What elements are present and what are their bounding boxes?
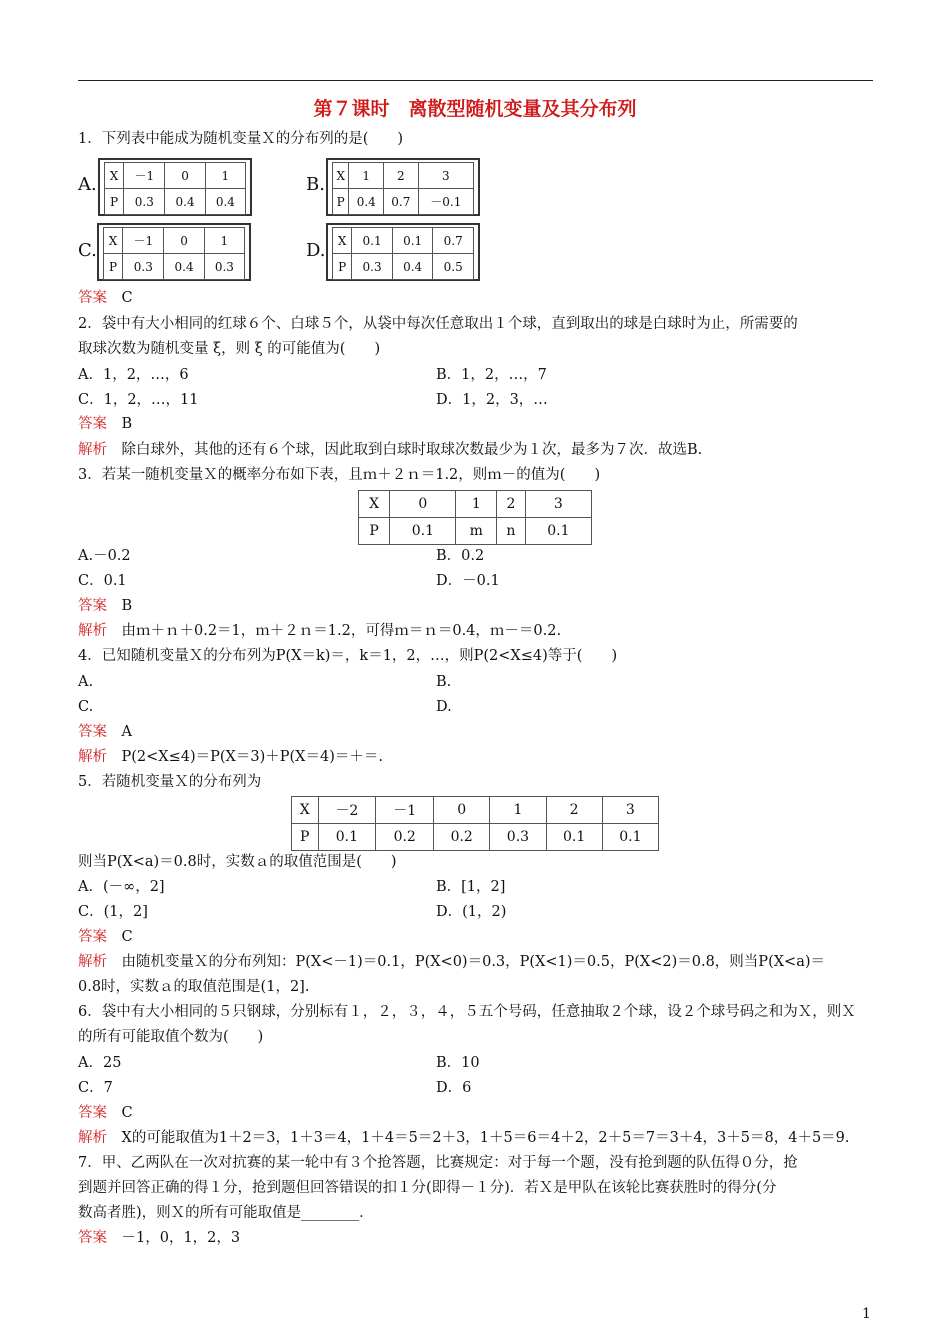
- q6-answer: 答案 C: [78, 1105, 133, 1121]
- q4-option-b: B.: [436, 674, 452, 690]
- q4-option-a: A.: [78, 674, 94, 690]
- q7-stem-line3: 数高者胜)，则Ｘ的所有可能取值是________．: [78, 1205, 374, 1221]
- q2-option-d: D．1，2，3，…: [436, 392, 548, 408]
- q5-analysis-line2: 0.8时，实数ａ的取值范围是(1，2].: [78, 979, 310, 995]
- q6-option-d: D．6: [436, 1080, 472, 1096]
- q3-answer: 答案 B: [78, 598, 133, 614]
- q6-option-b: B．10: [436, 1055, 480, 1071]
- q1-option-b-table: X 1 2 3 P 0.4 0.7 －0.1: [332, 162, 474, 215]
- q5-answer: 答案 C: [78, 929, 133, 945]
- q3-table: X 0 1 2 3 P 0.1 m n 0.1: [358, 490, 592, 545]
- q7-stem-line2: 到题并回答正确的得１分，抢到题但回答错误的扣１分(即得－１分)．若Ｘ是甲队在该轮比赛获胜时的得分(分: [78, 1180, 777, 1196]
- q7-stem-line1: 7．甲、乙两队在一次对抗赛的某一轮中有３个抢答题，比赛规定：对于每一个题，没有抢到题的队伍得０分，抢: [78, 1155, 798, 1171]
- q4-analysis: 解析 P(2<X≤4)＝P(X＝3)＋P(X＝4)＝＋＝.: [78, 749, 383, 765]
- q7-answer: 答案 －1，0，1，2，3: [78, 1230, 241, 1246]
- q4-option-d: D.: [436, 699, 452, 715]
- q3-option-d: D．－0.1: [436, 573, 500, 589]
- q2-stem-line2: 取球次数为随机变量 ξ，则 ξ 的可能值为( ): [78, 341, 381, 357]
- q1-option-d-label: D.: [306, 240, 326, 261]
- q5-stem-2: 则当P(X<a)＝0.8时，实数ａ的取值范围是( ): [78, 854, 397, 870]
- q5-analysis-line1: 解析 由随机变量Ｘ的分布列知：P(X<－1)＝0.1，P(X<0)＝0.3，P(X<1)＝0.5，P(X<2)＝0.8，则当P(X<a)＝: [78, 954, 825, 970]
- q5-option-b: B．[1，2]: [436, 879, 506, 895]
- q6-option-a: A．25: [78, 1055, 122, 1071]
- q4-option-c: C.: [78, 699, 94, 715]
- q2-option-c: C．1，2，…，11: [78, 392, 199, 408]
- q6-stem-line1: 6．袋中有大小相同的５只钢球，分别标有１，２，３，４，５五个号码，任意抽取２个球，设２个球号码之和为Ｘ，则Ｘ: [78, 1004, 856, 1020]
- page-title: 第７课时 离散型随机变量及其分布列: [313, 98, 637, 120]
- q2-option-b: B．1，2，…，7: [436, 367, 547, 383]
- q5-option-d: D．(1，2): [436, 904, 507, 920]
- q4-answer: 答案 A: [78, 724, 132, 740]
- q5-option-c: C．(1，2]: [78, 904, 148, 920]
- q4-stem: 4．已知随机变量Ｘ的分布列为P(X＝k)＝，k＝1，2，…，则P(2<X≤4)等于( ): [78, 648, 618, 664]
- q1-option-d-table: X 0.1 0.1 0.7 P 0.3 0.4 0.5: [332, 227, 474, 280]
- q6-option-c: C．7: [78, 1080, 113, 1096]
- q2-answer: 答案 B: [78, 416, 133, 432]
- q2-option-a: A．1，2，…，6: [78, 367, 189, 383]
- page-number: 1: [862, 1306, 871, 1322]
- q3-option-b: B．0.2: [436, 548, 485, 564]
- q3-stem: 3．若某一随机变量Ｘ的概率分布如下表，且ｍ＋２ｎ＝1.2，则ｍ－的值为( ): [78, 467, 601, 483]
- q6-analysis: 解析 X的可能取值为1＋2＝3，1＋3＝4，1＋4＝5＝2＋3，1＋5＝6＝4＋2，2＋5＝7＝3＋4，3＋5＝8，4＋5＝9.: [78, 1130, 850, 1146]
- q1-option-b-label: B.: [306, 174, 325, 195]
- q2-stem-line1: 2．袋中有大小相同的红球６个、白球５个，从袋中每次任意取出１个球，直到取出的球是白球时为止，所需要的: [78, 316, 798, 332]
- q1-option-c-label: C.: [78, 240, 97, 261]
- q6-stem-line2: 的所有可能取值个数为( ): [78, 1029, 264, 1045]
- q3-option-a: A.－0.2: [78, 548, 131, 564]
- q2-analysis: 解析 除白球外，其他的还有６个球，因此取到白球时取球次数最少为１次，最多为７次．故选B.: [78, 442, 703, 458]
- header-rule: [78, 80, 873, 81]
- q3-analysis: 解析 由ｍ＋ｎ＋0.2＝1，ｍ＋２ｎ＝1.2，可得ｍ＝ｎ＝0.4，ｍ－＝0.2.: [78, 623, 562, 639]
- q1-option-a-table: X －1 0 1 P 0.3 0.4 0.4: [104, 162, 246, 215]
- q5-table: X －2 －1 0 1 2 3 P 0.1 0.2 0.2 0.3 0.1 0.1: [291, 796, 659, 851]
- q1-option-a-label: A.: [78, 174, 97, 195]
- q1-option-c-table: X －1 0 1 P 0.3 0.4 0.3: [103, 227, 245, 280]
- q3-option-c: C．0.1: [78, 573, 127, 589]
- q5-option-a: A．(－∞，2]: [78, 879, 165, 895]
- q1-stem: 1．下列表中能成为随机变量Ｘ的分布列的是( ): [78, 131, 404, 147]
- q1-answer: 答案 C: [78, 290, 133, 306]
- q5-stem: 5．若随机变量Ｘ的分布列为: [78, 774, 262, 790]
